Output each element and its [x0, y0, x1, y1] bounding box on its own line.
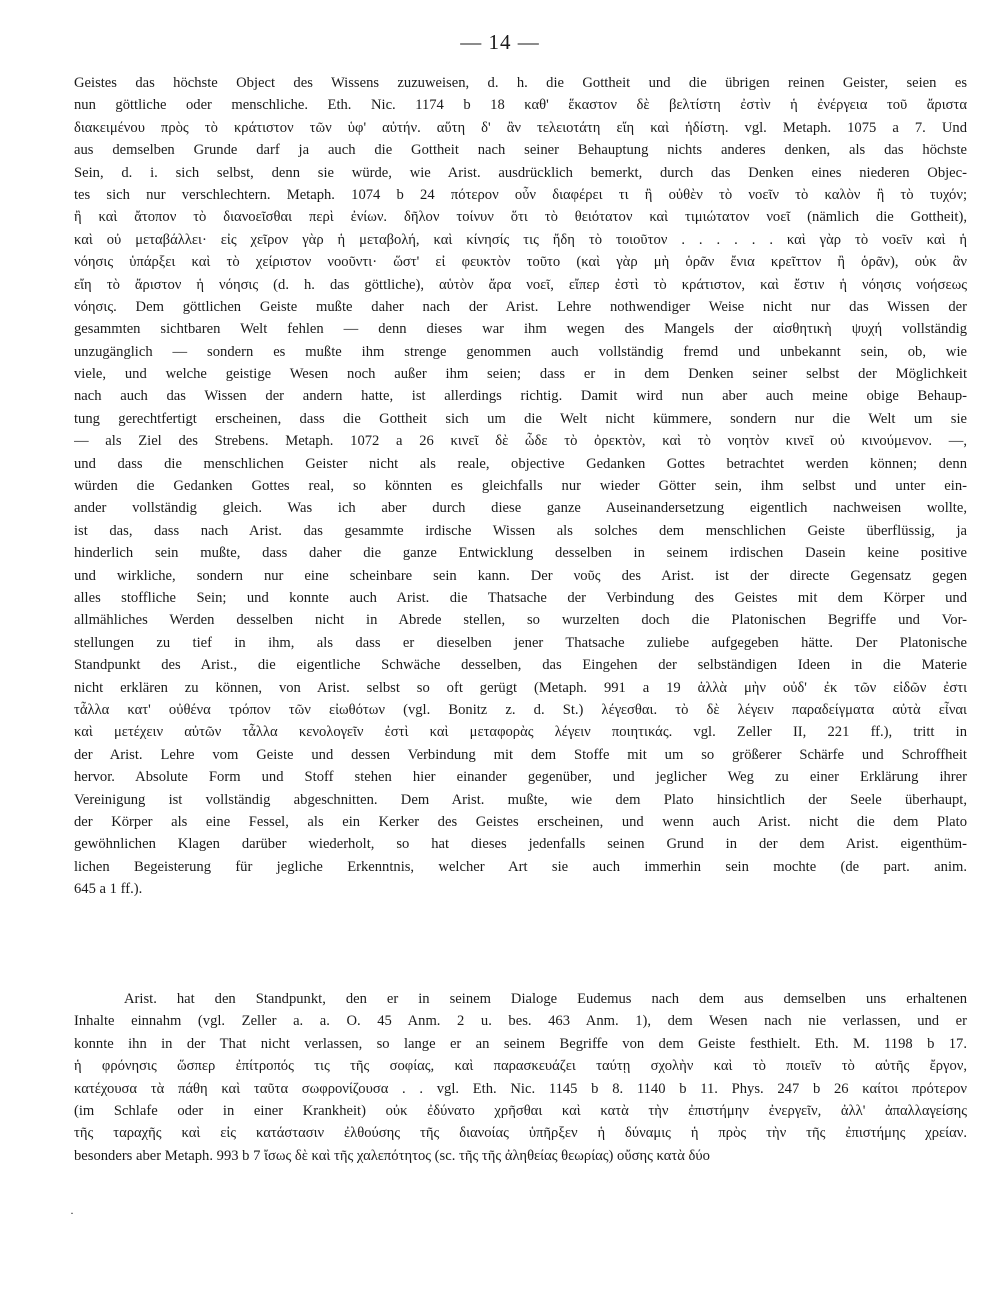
stray-mark: ·: [70, 1206, 74, 1220]
text-line: nun göttliche oder menschliche. Eth. Nic. 1174 b 18 καθ' ἕκαστον δὲ βελτίστη ἐστὶν ἡ ἐνέργεια τοῦ ἄριστα: [74, 97, 967, 114]
text-line: νόησις ὑπάρξει καὶ τὸ χείριστον νοοῦντι· ὥστ' εἰ φευκτὸν τοῦτο (καὶ γὰρ μὴ ὁρᾶν ἔνια κρεῖττον ἢ ὁρᾶν), οὐκ ἂν: [74, 254, 967, 271]
text-line: ist das, dass nach Arist. das gesammte irdische Wissen als solches dem menschlichen Geiste überflüssig, ja: [74, 522, 967, 539]
text-line: κατέχουσα τὰ πάθη καὶ ταῦτα σωφρονίζουσα . . vgl. Eth. Nic. 1145 b 8. 1140 b 11. Phys. 247 b 26 καίτοι πρότερον: [74, 1080, 967, 1097]
text-line: aus demselben Grunde darf ja auch die Gottheit nach seiner Behauptung nichts anderes denken, als das höchste: [74, 142, 967, 159]
text-line: gewöhnlichen Klagen darüber wiederholt, so hat dieses jedenfalls seinen Grund in der dem Arist. eigenthüm-: [74, 836, 967, 853]
text-line: Vereinigung ist vollständig abgeschnitten. Dem Arist. mußte, wie dem Plato hinsichtlich der Seele überhaupt,: [74, 791, 967, 808]
text-line: — als Ziel des Strebens. Metaph. 1072 a 26 κινεῖ δὲ ὧδε τὸ ὀρεκτὸν, καὶ τὸ νοητὸν κινεῖ οὐ κινούμενον. —,: [74, 433, 967, 450]
text-line: τἆλλα κατ' οὐθένα τρόπον τῶν εἰωθότων (vgl. Bonitz z. d. St.) λέγεσθαι. τὸ δὲ λέγειν παραδείγματα αὐτὰ εἶναι: [74, 701, 967, 718]
text-line: ander vollständig gleich. Was ich aber durch diese ganze Auseinandersetzung eigentlich nachweisen wollte,: [74, 500, 967, 517]
text-line: (im Schlafe oder in einer Krankheit) οὐκ ἐδύνατο χρῆσθαι καὶ κατὰ τὴν ἐπιστήμην ἐνεργεῖν, ἀλλ' ἀπαλλαγείσης: [74, 1102, 967, 1119]
text-line: ἡ φρόνησις ὥσπερ ἐπίτροπός τις τῆς σοφίας, καὶ παρασκευάζει ταύτῃ σχολὴν καὶ τὸ ποιεῖν τὸ αὑτῆς ἔργον,: [74, 1058, 967, 1075]
text-line: καὶ μετέχειν αὐτῶν τἆλλα κενολογεῖν ἐστὶ καὶ μεταφορὰς λέγειν ποιητικάς. vgl. Zeller II, 221 ff.), tritt in: [74, 724, 967, 741]
text-line: καὶ οὐ μεταβάλλει· εἰς χεῖρον γὰρ ἡ μεταβολή, καὶ κίνησίς τις ἤδη τὸ τοιοῦτον . . . . . . καὶ γὰρ τὸ νοεῖν καὶ ἡ: [74, 231, 967, 248]
text-line: der Arist. Lehre vom Geiste und dessen Verbindung mit dem Stoffe mit um so größerer Schärfe und Schroffheit: [74, 746, 967, 763]
paragraph-2: [74, 988, 967, 1167]
text-line: besonders aber Metaph. 993 b 7 ἴσως δὲ καὶ τῆς χαλεπότητος (sc. τῆς τῆς ἀληθείας θεωρίας) οὔσης κατὰ δύο: [74, 1147, 710, 1164]
text-line: hervor. Absolute Form und Stoff stehen hier einander gegenüber, und jeglicher Weg zu einer Erklärung ihrer: [74, 769, 967, 786]
page-number: — 14 —: [460, 30, 540, 54]
text-line: ἢ καὶ ἄτοπον τὸ διανοεῖσθαι περὶ ἐνίων. δῆλον τοίνυν ὅτι τὸ θειότατον καὶ τιμιώτατον νοεῖ (nämlich die Gottheit),: [74, 209, 967, 226]
text-line: gesammten sichtbaren Welt fehlen — denn dieses war ihm wegen des Mangels der αἰσθητικὴ ψυχή vollständig: [74, 321, 967, 338]
text-line: lichen Begeisterung für jegliche Erkenntnis, welcher Art sie auch immerhin sein mochte (de part. anim.: [74, 858, 967, 875]
paragraph-1: [74, 72, 967, 900]
text-line: tes sich nur verschlechtern. Metaph. 1074 b 24 πότερον οὖν διαφέρει τι ἢ οὐθὲν τὸ νοεῖν τὸ καλὸν ἢ τὸ τυχόν;: [74, 186, 967, 203]
text-line: und wirkliche, sondern nur eine scheinbare sein kann. Der νοῦς des Arist. ist der directe Gegensatz gegen: [74, 567, 967, 584]
text-line: Standpunkt des Arist., die eigentliche Schwäche desselben, das Eingehen der selbständigen Ideen in die Materie: [74, 657, 967, 674]
text-line: unzugänglich — sondern es mußte ihm strenge genommen auch vollständig fremd und unbekannt sein, ob, wie: [74, 343, 967, 360]
text-line: Sein, d. i. sich selbst, denn sie würde, wie Arist. ausdrücklich bemerkt, durch das Denken eines niederen Objec-: [74, 164, 967, 181]
text-line: der Körper als eine Fessel, als ein Kerker des Geistes erscheinen, und wenn auch Arist. nicht die dem Plato: [74, 813, 967, 830]
text-line: Arist. hat den Standpunkt, den er in seinem Dialoge Eudemus nach dem aus demselben uns erhaltenen: [124, 991, 967, 1007]
text-line: tung gerechtfertigt erscheinen, dass die Gottheit sich um die Welt nicht kümmere, sondern nur die Welt um sie: [74, 410, 967, 427]
text-line: nicht erklären zu können, von Arist. selbst so oft gerügt (Metaph. 991 a 19 ἀλλὰ μὴν οὐδ' ἐκ τῶν εἰδῶν ἐστι: [74, 679, 967, 696]
text-line: und dass die menschlichen Geister nicht als reale, objective Gedanken Gottes betrachtet werden können; denn: [74, 455, 967, 472]
text-line: alles stoffliche Sein; und konnte auch Arist. die Thatsache der Verbindung des Geistes mit dem Körper und: [74, 589, 967, 606]
text-line: würden die Gedanken Gottes real, so könnten es gleichfalls nur wieder Götter sein, ihm selbst und unter ein-: [74, 478, 967, 495]
text-line: διακειμένου πρὸς τὸ κράτιστον τῶν ὑφ' αὐτήν. αὕτη δ' ἂν τελειοτάτη εἴη καὶ ἡδίστη. vgl. Metaph. 1075 a 7. Und: [74, 119, 967, 136]
text-line: 645 a 1 ff.).: [74, 881, 143, 898]
text-line: εἴη τὸ ἄριστον ἡ νόησις (d. h. das göttliche), αὑτὸν ἄρα νοεῖ, εἴπερ ἐστὶ τὸ κράτιστον, καὶ ἔστιν ἡ νόησις νοήσεως: [74, 276, 967, 293]
text-line: nach auch das Wissen der andern hatte, ist allerdings richtig. Damit wird nun aber auch meine obige Behaup-: [74, 388, 967, 405]
text-line: Geistes das höchste Object des Wissens zuzuweisen, d. h. die Gottheit und die übrigen reinen Geister, seien es: [74, 75, 967, 91]
text-line: viele, und welche geistige Wesen noch außer ihm seien; dass er in dem Denken seiner selbst der Möglichkeit: [74, 366, 967, 383]
text-line: νόησις. Dem göttlichen Geiste mußte daher nach der Arist. Lehre nothwendiger Weise nicht nur das Wissen der: [74, 298, 967, 315]
text-line: Inhalte einnahm (vgl. Zeller a. a. O. 45 Anm. 2 u. bes. 463 Anm. 1), dem Wesen nach nie verlassen, und er: [74, 1013, 967, 1030]
text-line: τῆς ταραχῆς καὶ εἰς κατάστασιν ἐλθούσης τῆς διανοίας ὑπῆρξεν ἡ δύναμις ἡ πρὸς τὴν τῆς ἐπιστήμης χρείαν.: [74, 1125, 967, 1142]
text-line: allmähliches Werden desselben nicht in Abrede stellen, so wurzelten doch die Platonischen Begriffe und Vor-: [74, 612, 967, 629]
text-line: stellungen zu tief in ihm, als dass er dieselben jener Thatsache zuliebe aufgegeben hätte. Der Platonische: [74, 634, 967, 651]
text-line: hinderlich sein mußte, dass daher die ganze Entwicklung desselben in seinem irdischen Dasein keine positive: [74, 545, 967, 562]
text-line: konnte ihn in der That nicht verlassen, so lange er an seinem Begriffe von dem Geiste festhielt. Eth. M. 1198 b 17.: [74, 1035, 967, 1052]
